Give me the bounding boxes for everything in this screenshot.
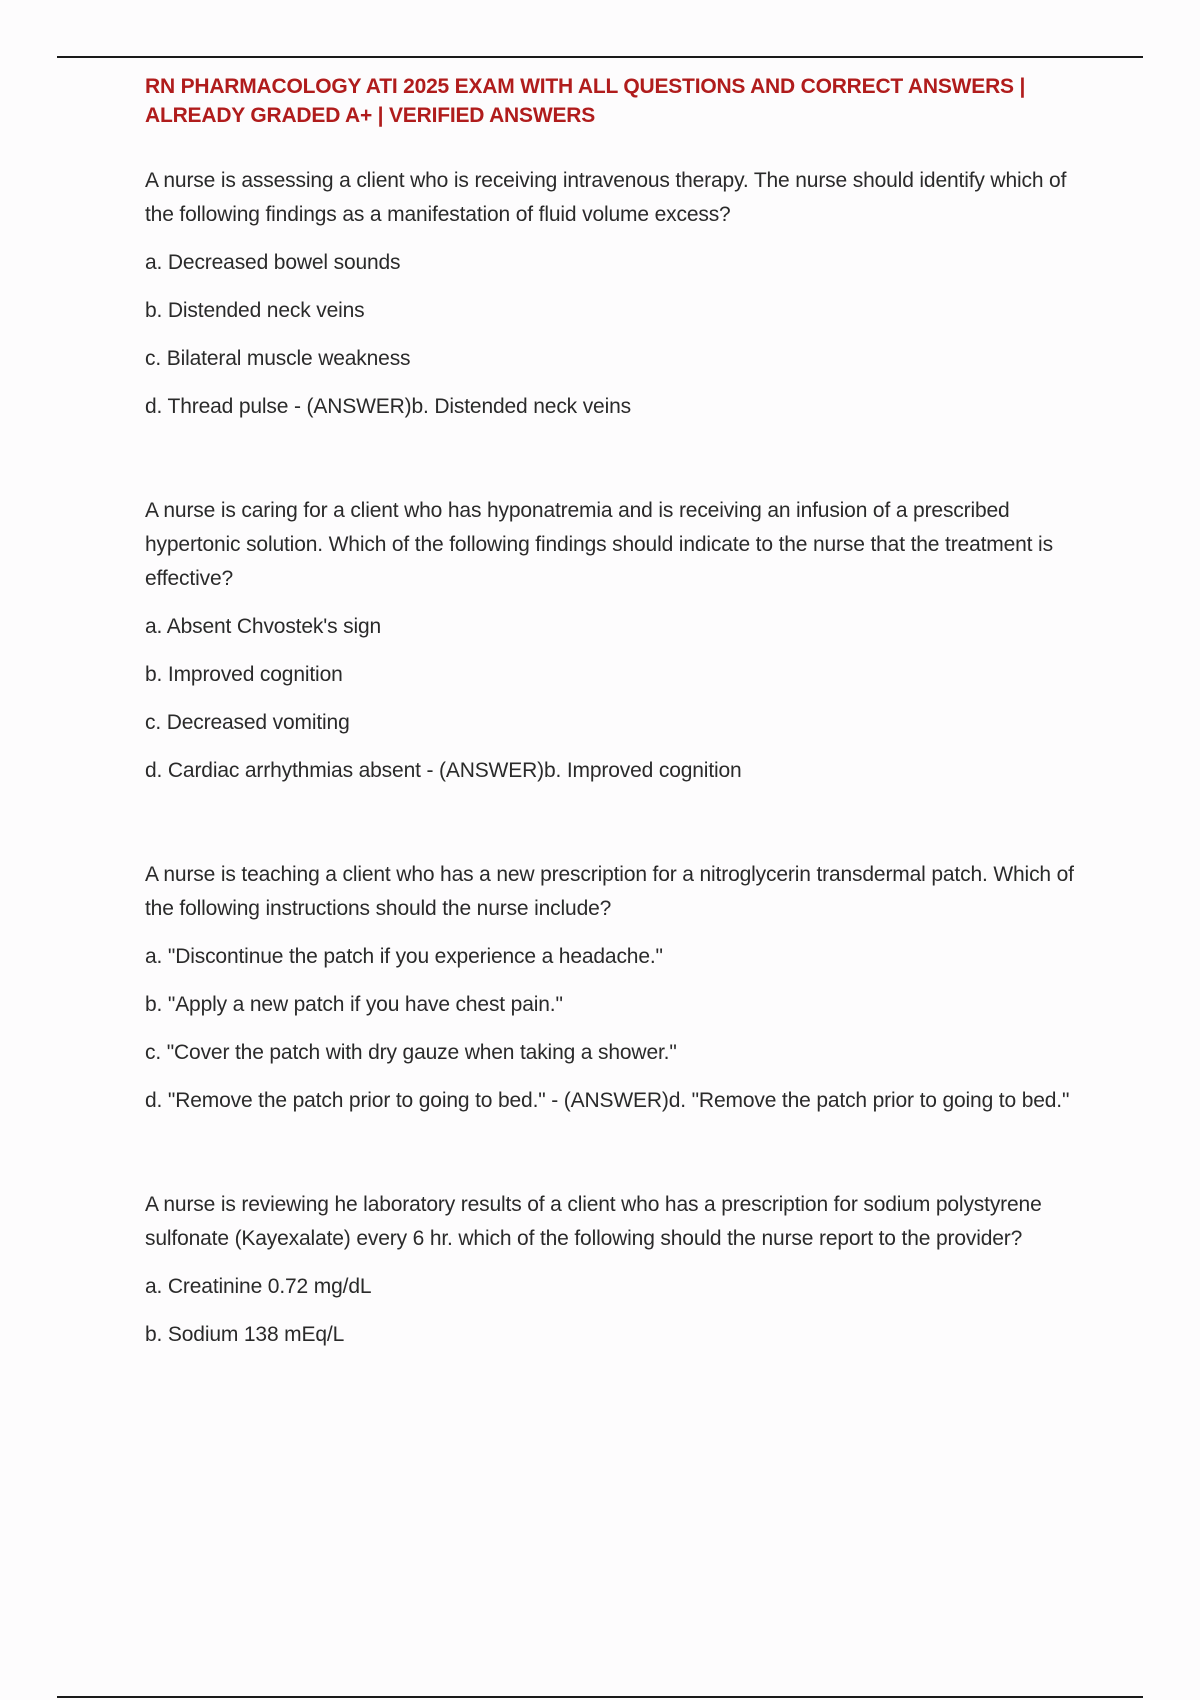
answer-option: b. Sodium 138 mEq/L <box>145 1323 345 1346</box>
question-block-1 <box>145 164 1095 424</box>
answer-option: c. "Cover the patch with dry gauze when taking a shower." <box>145 1041 677 1064</box>
answer-option: d. "Remove the patch prior to going to bed." - (ANSWER)d. "Remove the patch prior to going to bed." <box>145 1089 1070 1112</box>
answer-option: b. Distended neck veins <box>145 299 365 322</box>
question-block-2 <box>145 494 1095 788</box>
question-text: A nurse is assessing a client who is receiving intravenous therapy. The nurse should identify which of the following findings as a manifestation of fluid volume excess? <box>145 169 1067 226</box>
answer-option: b. Improved cognition <box>145 663 343 686</box>
document-title: RN PHARMACOLOGY ATI 2025 EXAM WITH ALL QUESTIONS AND CORRECT ANSWERS | ALREADY GRADED A+ | VERIFIED ANSWERS <box>145 75 1026 127</box>
answer-option: a. Absent Chvostek's sign <box>145 615 382 638</box>
answer-option: a. Decreased bowel sounds <box>145 251 401 274</box>
question-block-3 <box>145 858 1095 1118</box>
answer-option: d. Cardiac arrhythmias absent - (ANSWER)b. Improved cognition <box>145 759 742 782</box>
bottom-divider <box>57 1696 1143 1698</box>
answer-option: c. Decreased vomiting <box>145 711 350 734</box>
document-body <box>145 72 1095 1352</box>
top-divider <box>57 56 1143 58</box>
answer-option: a. "Discontinue the patch if you experience a headache." <box>145 945 663 968</box>
answer-option: b. "Apply a new patch if you have chest pain." <box>145 993 563 1016</box>
answer-option: c. Bilateral muscle weakness <box>145 347 411 370</box>
answer-option: a. Creatinine 0.72 mg/dL <box>145 1275 372 1298</box>
question-text: A nurse is teaching a client who has a new prescription for a nitroglycerin transdermal patch. Which of the following instructions should the nurse include? <box>145 863 1074 920</box>
question-text: A nurse is caring for a client who has hyponatremia and is receiving an infusion of a prescribed hypertonic solution. Which of the following findings should indicate to the nurse that the treatment is effective? <box>145 499 1053 590</box>
answer-option: d. Thread pulse - (ANSWER)b. Distended neck veins <box>145 395 631 418</box>
question-text: A nurse is reviewing he laboratory results of a client who has a prescription for sodium polystyrene sulfonate (Kayexalate) every 6 hr. which of the following should the nurse report to the provider? <box>145 1193 1042 1250</box>
question-block-4 <box>145 1188 1095 1352</box>
